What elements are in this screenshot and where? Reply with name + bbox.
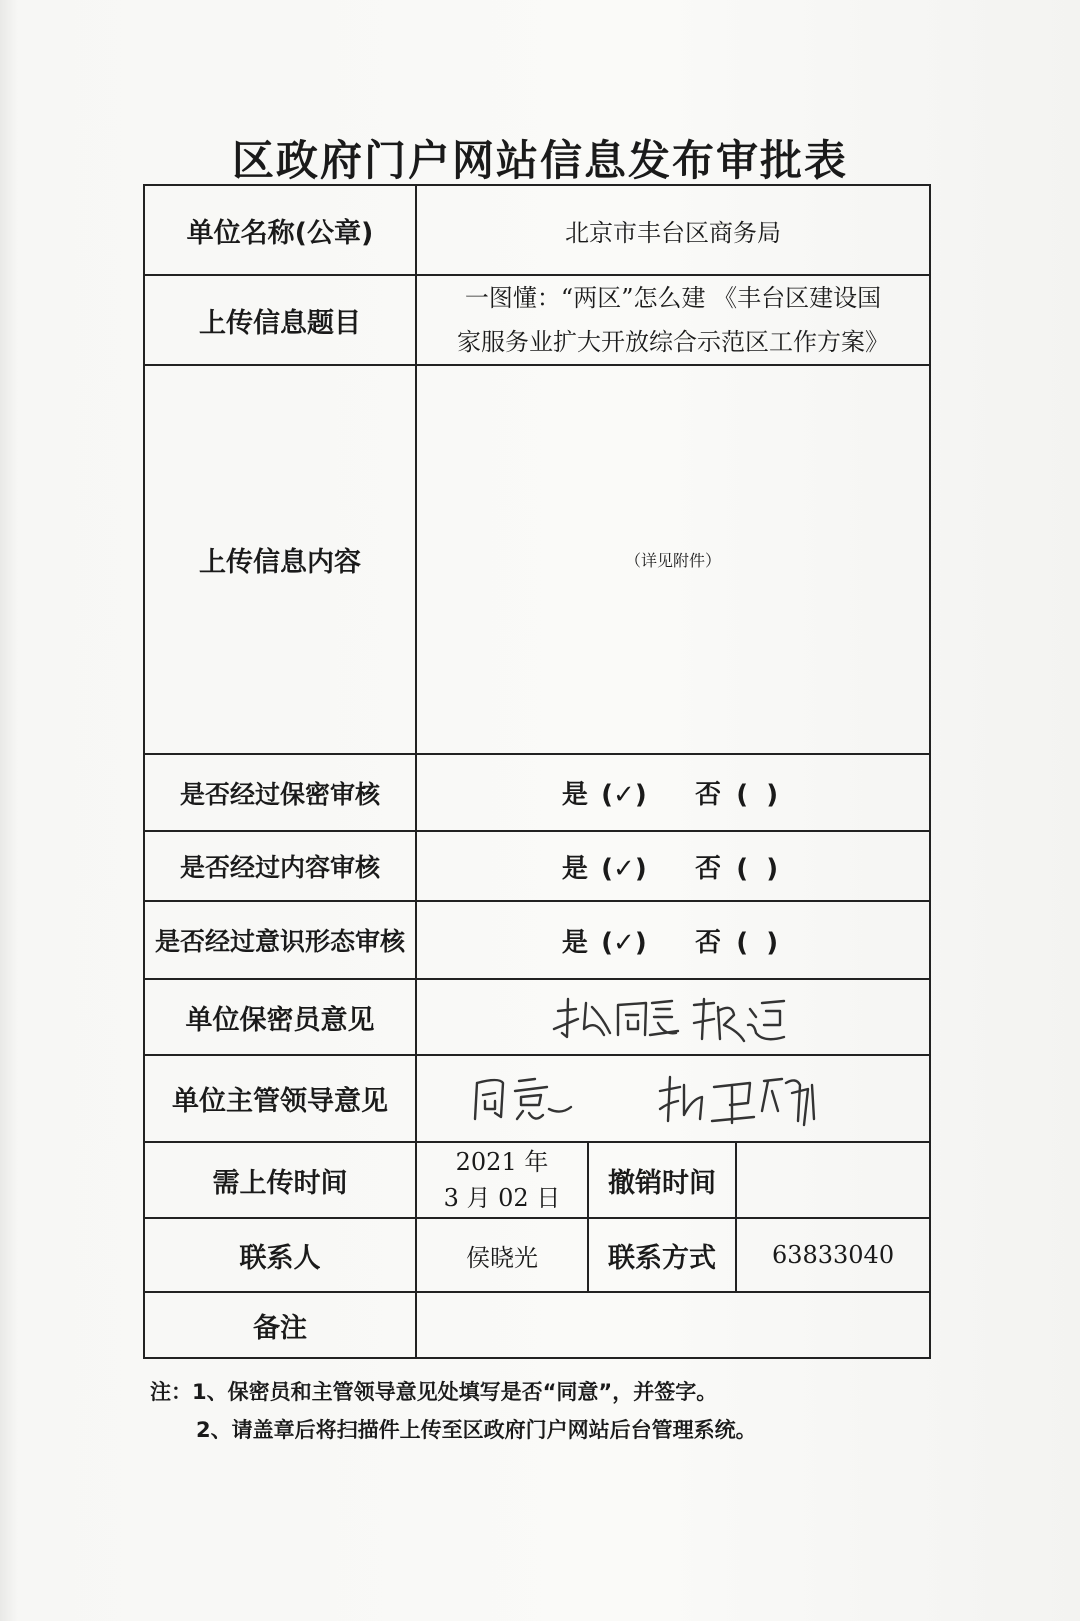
yes-label: 是 <box>561 780 588 810</box>
contact-value: 侯晓光 <box>416 1218 588 1292</box>
upload-month-day: 3 月 02 日 <box>443 1184 561 1212</box>
contact-method-value: 63833040 <box>736 1218 930 1292</box>
upload-time-value <box>416 1142 588 1218</box>
row-ideology-review <box>144 901 930 979</box>
row-content-review <box>144 831 930 901</box>
handwritten-opinion-signature <box>548 989 798 1049</box>
content-review-choice <box>416 831 930 901</box>
check-mark-icon: ✓ <box>613 853 635 884</box>
no-label: 否 <box>695 853 722 884</box>
no-label: 否 <box>695 780 722 810</box>
handwritten-leader-signature <box>654 1069 824 1129</box>
revoke-time-label: 撤销时间 <box>588 1142 736 1218</box>
row-security-officer-opinion <box>144 979 930 1055</box>
security-officer-opinion-label: 单位保密员意见 <box>144 979 416 1055</box>
approval-form-table <box>143 184 931 1359</box>
security-review-label: 是否经过保密审核 <box>144 754 416 831</box>
row-upload-time <box>144 1142 930 1218</box>
security-officer-opinion-value <box>416 979 930 1055</box>
check-mark-icon: ✓ <box>613 927 635 958</box>
leader-opinion-value <box>416 1055 930 1142</box>
unit-name-label: 单位名称(公章) <box>144 185 416 275</box>
footnotes <box>150 1373 757 1449</box>
contact-label: 联系人 <box>144 1218 416 1292</box>
ideology-review-label: 是否经过意识形态审核 <box>144 901 416 979</box>
footnote-1: 注：1、保密员和主管领导意见处填写是否“同意”，并签字。 <box>150 1380 718 1404</box>
row-info-title <box>144 275 930 365</box>
form-title: 区政府门户网站信息发布审批表 <box>231 136 848 185</box>
info-title-value <box>416 275 930 365</box>
footnote-2: 2、请盖章后将扫描件上传至区政府门户网站后台管理系统。 <box>196 1418 757 1442</box>
info-title-line-1: 一图懂：“两区”怎么建 《丰台区建设国 <box>464 284 882 312</box>
ideology-review-choice <box>416 901 930 979</box>
row-remarks <box>144 1292 930 1358</box>
no-checkbox: ( ) <box>736 780 779 810</box>
row-info-content <box>144 365 930 754</box>
info-title-line-2: 家服务业扩大开放综合示范区工作方案》 <box>457 328 890 356</box>
contact-method-label: 联系方式 <box>588 1218 736 1292</box>
content-review-label: 是否经过内容审核 <box>144 831 416 901</box>
no-label: 否 <box>695 927 722 958</box>
yes-label: 是 <box>561 853 588 884</box>
info-content-label: 上传信息内容 <box>144 365 416 754</box>
upload-year: 2021 年 <box>455 1148 549 1176</box>
remarks-value <box>416 1292 930 1358</box>
check-mark-icon: ✓ <box>613 780 635 810</box>
row-contact <box>144 1218 930 1292</box>
row-leader-opinion <box>144 1055 930 1142</box>
yes-label: 是 <box>561 927 588 958</box>
yes-checkbox: (✓) <box>601 853 647 884</box>
remarks-label: 备注 <box>144 1292 416 1358</box>
yes-checkbox: (✓) <box>601 927 647 958</box>
yes-checkbox: (✓) <box>601 780 647 810</box>
unit-name-value: 北京市丰台区商务局 <box>416 185 930 275</box>
upload-time-label: 需上传时间 <box>144 1142 416 1218</box>
revoke-time-value <box>736 1142 930 1218</box>
row-unit-name <box>144 185 930 275</box>
no-checkbox: ( ) <box>736 927 779 958</box>
no-checkbox: ( ) <box>736 853 779 884</box>
security-review-choice <box>416 754 930 831</box>
info-content-value: （详见附件） <box>416 365 930 754</box>
row-security-review <box>144 754 930 831</box>
leader-opinion-label: 单位主管领导意见 <box>144 1055 416 1142</box>
handwritten-agree <box>469 1069 579 1129</box>
info-title-label: 上传信息题目 <box>144 275 416 365</box>
